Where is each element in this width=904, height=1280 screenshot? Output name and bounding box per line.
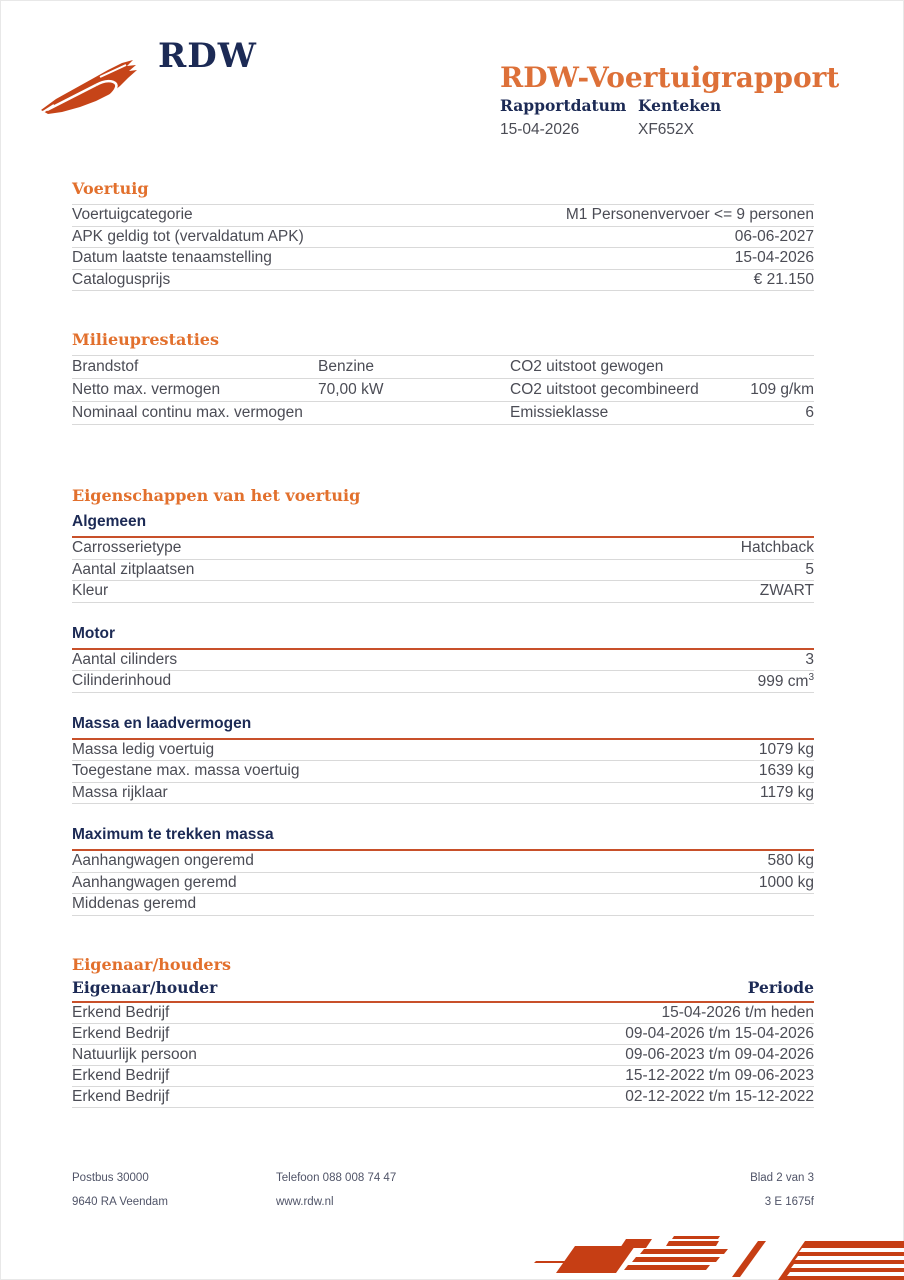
report-meta bbox=[500, 96, 721, 139]
owner-period: 02-12-2022 t/m 15-12-2022 bbox=[625, 1087, 814, 1105]
rdw-logo-text: RDW bbox=[158, 36, 257, 76]
owner-name: Erkend Bedrijf bbox=[72, 1087, 170, 1105]
row-label: Massa rijklaar bbox=[72, 783, 168, 801]
row-label: Voertuigcategorie bbox=[72, 206, 193, 224]
footer-page-number: Blad 2 van 3 bbox=[750, 1172, 814, 1184]
section-eigenaar bbox=[72, 956, 814, 1108]
license-plate-value: XF652X bbox=[638, 121, 695, 138]
footer-address-line2: 9640 RA Veendam bbox=[72, 1196, 168, 1208]
owner-name: Erkend Bedrijf bbox=[72, 1003, 170, 1021]
row-value: 1639 kg bbox=[758, 762, 814, 780]
table-row bbox=[72, 650, 814, 672]
row-value-superscript: 3 bbox=[808, 671, 814, 683]
table-row bbox=[72, 379, 814, 402]
footer-doc-code: 3 E 1675f bbox=[764, 1196, 814, 1208]
section-title-eigenaar: Eigenaar/houders bbox=[72, 954, 232, 974]
owner-period: 15-04-2026 t/m heden bbox=[661, 1003, 814, 1021]
row-label: Aanhangwagen geremd bbox=[72, 873, 237, 891]
subsection-title-algemeen: Algemeen bbox=[72, 513, 814, 538]
row-value: 5 bbox=[805, 560, 814, 578]
row-value: 06-06-2027 bbox=[734, 227, 814, 245]
table-row bbox=[72, 205, 814, 227]
table-row bbox=[72, 671, 814, 693]
row-value: 1079 kg bbox=[758, 740, 814, 758]
table-row bbox=[72, 1045, 814, 1066]
section-eigenschappen bbox=[72, 487, 814, 916]
license-plate-label: Kenteken bbox=[638, 96, 722, 115]
row-value-left: Benzine bbox=[318, 358, 375, 375]
row-label: Aanhangwagen ongeremd bbox=[72, 852, 254, 870]
section-title-milieuprestaties: Milieuprestaties bbox=[72, 330, 219, 349]
owner-period: 09-04-2026 t/m 15-04-2026 bbox=[625, 1024, 814, 1042]
table-row bbox=[72, 1024, 814, 1045]
row-label-right: Emissieklasse bbox=[510, 404, 609, 421]
row-value-right: 6 bbox=[805, 404, 814, 421]
table-row bbox=[72, 894, 814, 916]
owner-table-header bbox=[72, 978, 814, 1003]
row-value-text: 999 cm bbox=[757, 672, 809, 690]
row-label: Kleur bbox=[72, 582, 109, 600]
subsection-title-massa: Massa en laadvermogen bbox=[72, 715, 814, 740]
row-label-left: Brandstof bbox=[72, 358, 139, 375]
owner-name: Natuurlijk persoon bbox=[72, 1045, 197, 1063]
row-label: Toegestane max. massa voertuig bbox=[72, 762, 300, 780]
rdw-logo-feather-icon bbox=[38, 52, 142, 118]
voertuig-table bbox=[72, 204, 814, 291]
table-row bbox=[72, 1003, 814, 1024]
owner-name: Erkend Bedrijf bbox=[72, 1024, 170, 1042]
report-date-value: 15-04-2026 bbox=[500, 121, 580, 138]
row-label-left: Nominaal continu max. vermogen bbox=[72, 404, 303, 421]
table-row bbox=[72, 270, 814, 292]
table-row bbox=[72, 740, 814, 762]
owner-name: Erkend Bedrijf bbox=[72, 1066, 170, 1084]
speed-stripes-graphic-icon bbox=[520, 1236, 904, 1280]
row-value: Hatchback bbox=[740, 539, 814, 557]
row-value: € 21.150 bbox=[753, 270, 814, 288]
subsection-title-trekken: Maximum te trekken massa bbox=[72, 826, 814, 851]
row-label: Cilinderinhoud bbox=[72, 672, 172, 690]
row-label-left: Netto max. vermogen bbox=[72, 381, 221, 398]
section-title-eigenschappen: Eigenschappen van het voertuig bbox=[72, 486, 361, 505]
table-row bbox=[72, 1066, 814, 1087]
row-label-right: CO2 uitstoot gecombineerd bbox=[510, 381, 699, 398]
report-date-label: Rapportdatum bbox=[500, 96, 627, 115]
row-value: ZWART bbox=[759, 582, 814, 600]
table-row bbox=[72, 783, 814, 805]
row-label: Carrosserietype bbox=[72, 539, 182, 557]
table-row bbox=[72, 761, 814, 783]
table-row bbox=[72, 560, 814, 582]
row-value bbox=[758, 672, 814, 691]
table-row bbox=[72, 402, 814, 425]
trekken-table bbox=[72, 851, 814, 916]
report-body bbox=[72, 180, 814, 1108]
table-row bbox=[72, 248, 814, 270]
row-value: 15-04-2026 bbox=[734, 249, 814, 267]
row-value-left: 70,00 kW bbox=[318, 381, 384, 398]
subsection-title-motor: Motor bbox=[72, 625, 814, 650]
owner-period: 15-12-2022 t/m 09-06-2023 bbox=[625, 1066, 814, 1084]
row-label: Datum laatste tenaamstelling bbox=[72, 249, 272, 267]
table-row bbox=[72, 851, 814, 873]
milieu-table bbox=[72, 355, 814, 425]
row-label: APK geldig tot (vervaldatum APK) bbox=[72, 227, 304, 245]
table-row bbox=[72, 227, 814, 249]
table-row bbox=[72, 356, 814, 379]
section-title-voertuig: Voertuig bbox=[72, 179, 149, 198]
row-value: M1 Personenvervoer <= 9 personen bbox=[565, 206, 814, 224]
row-value: 580 kg bbox=[767, 852, 814, 870]
algemeen-table bbox=[72, 538, 814, 603]
footer-website: www.rdw.nl bbox=[276, 1196, 334, 1208]
row-value: 3 bbox=[805, 650, 814, 668]
motor-table bbox=[72, 650, 814, 693]
row-label: Middenas geremd bbox=[72, 895, 197, 913]
section-voertuig bbox=[72, 180, 814, 291]
massa-table bbox=[72, 740, 814, 805]
footer-address-line1: Postbus 30000 bbox=[72, 1172, 149, 1184]
row-label: Aantal zitplaatsen bbox=[72, 560, 195, 578]
row-label: Aantal cilinders bbox=[72, 650, 178, 668]
page-title: RDW-Voertuigrapport bbox=[500, 60, 840, 94]
owner-period: 09-06-2023 t/m 09-04-2026 bbox=[625, 1045, 814, 1063]
footer-phone: Telefoon 088 008 74 47 bbox=[276, 1172, 397, 1184]
row-value: 1000 kg bbox=[758, 873, 814, 891]
row-value: 1179 kg bbox=[759, 783, 814, 801]
table-row bbox=[72, 873, 814, 895]
section-milieuprestaties bbox=[72, 331, 814, 425]
table-row bbox=[72, 581, 814, 603]
table-row bbox=[72, 1087, 814, 1108]
column-header-period: Periode bbox=[747, 977, 814, 997]
row-label-right: CO2 uitstoot gewogen bbox=[510, 358, 664, 375]
column-header-owner: Eigenaar/houder bbox=[72, 977, 218, 997]
owner-table bbox=[72, 1003, 814, 1108]
row-label: Massa ledig voertuig bbox=[72, 740, 215, 758]
table-row bbox=[72, 538, 814, 560]
row-label: Catalogusprijs bbox=[72, 270, 171, 288]
row-value-right: 109 g/km bbox=[750, 381, 814, 398]
page-footer bbox=[72, 1172, 814, 1208]
